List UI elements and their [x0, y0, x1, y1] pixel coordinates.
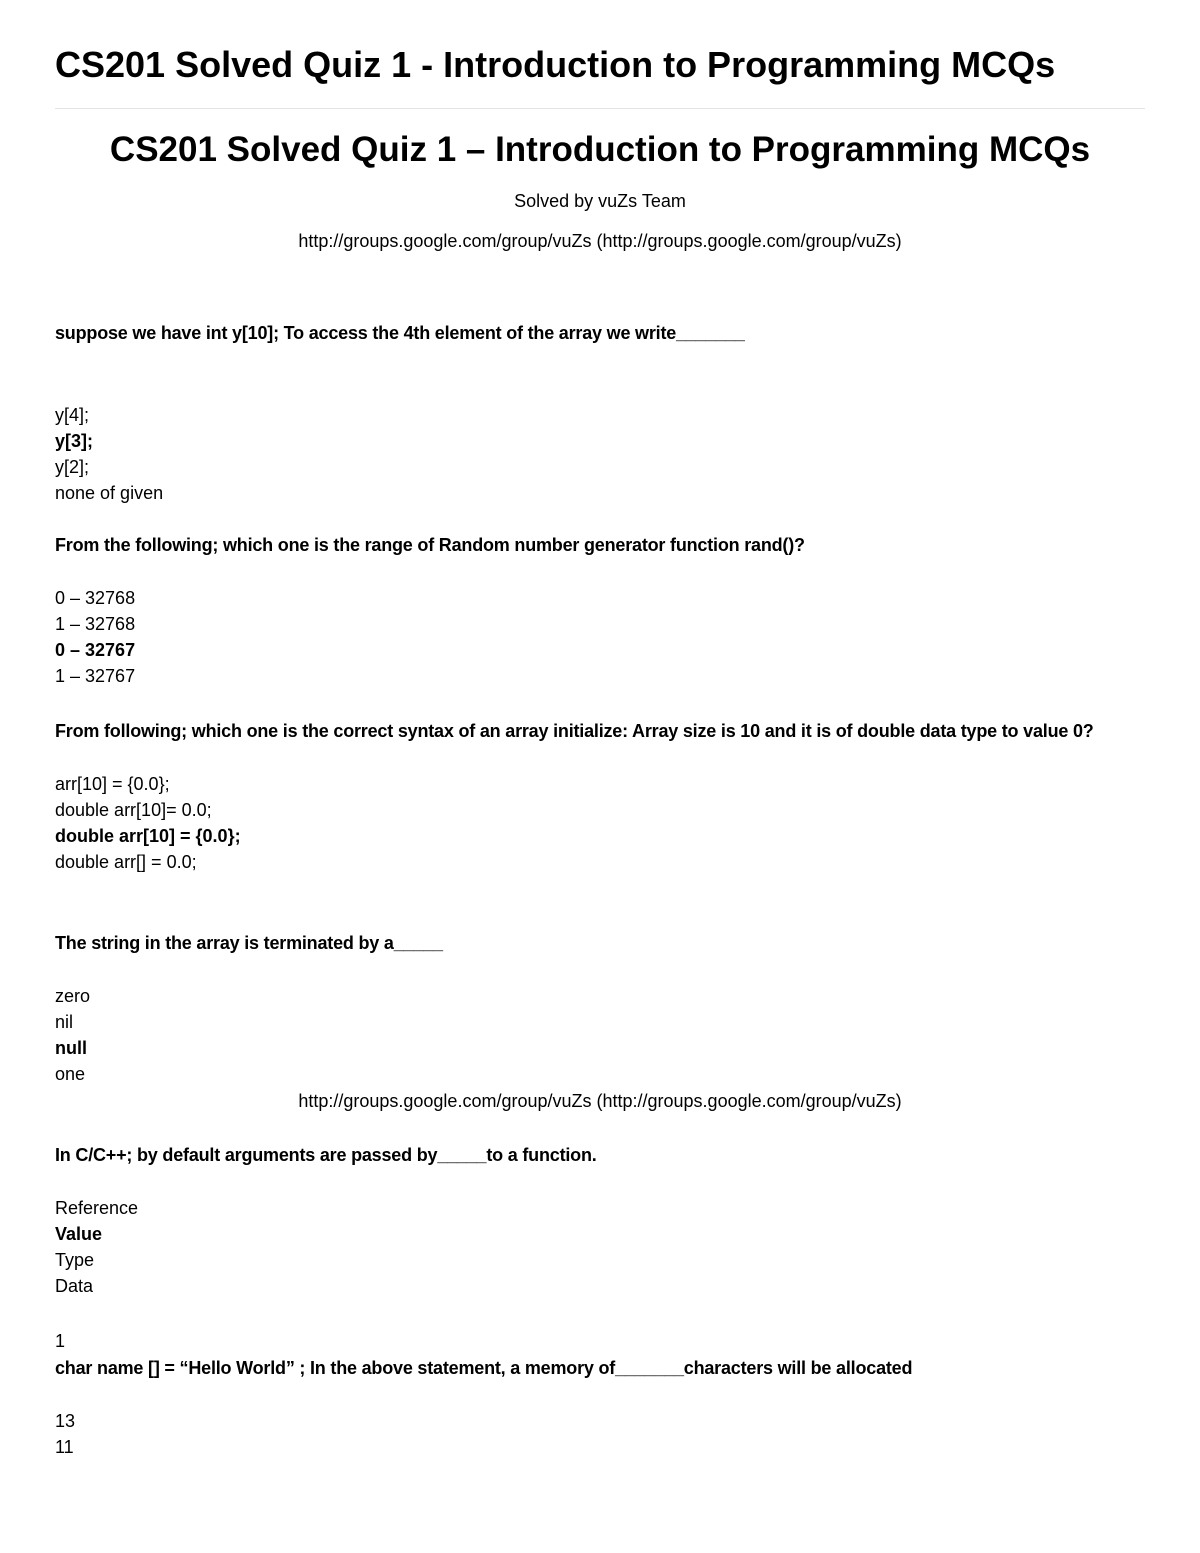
option: y[2]; [55, 457, 90, 477]
option: 11 [55, 1437, 74, 1457]
option: 1 – 32767 [55, 666, 136, 686]
option: zero [55, 986, 91, 1006]
option-correct: y[3]; [55, 431, 94, 451]
question-text: From following; which one is the correct syntax of an array initialize: Array size is 10 and it is of double data type to value 0? [55, 721, 1094, 741]
option: Data [55, 1276, 94, 1296]
group-link[interactable]: http://groups.google.com/group/vuZs (http://groups.google.com/group/vuZs) [298, 1091, 902, 1111]
document-heading: CS201 Solved Quiz 1 – Introduction to Programming MCQs [109, 130, 1091, 169]
question-block [55, 1328, 1135, 1460]
option-list [55, 1408, 1135, 1460]
option: double arr[10]= 0.0; [55, 800, 212, 820]
option: one [55, 1064, 86, 1084]
option: double arr[] = 0.0; [55, 852, 197, 872]
option: y[4]; [55, 405, 90, 425]
option-list [55, 402, 1135, 506]
question-text: char name [] = “Hello World” ; In the above statement, a memory of_______characters will be allocated [55, 1358, 913, 1378]
question-text: The string in the array is terminated by a_____ [55, 933, 443, 953]
option: Reference [55, 1198, 139, 1218]
question-text: suppose we have int y[10]; To access the 4th element of the array we write_______ [55, 323, 745, 343]
question-block [55, 1142, 1135, 1299]
group-link[interactable]: http://groups.google.com/group/vuZs (http://groups.google.com/group/vuZs) [298, 231, 902, 251]
title-divider [55, 108, 1145, 109]
option-correct: double arr[10] = {0.0}; [55, 826, 241, 846]
question-block [55, 930, 1135, 1087]
option-list [55, 585, 1135, 689]
byline: Solved by vuZs Team [514, 191, 686, 211]
option-correct: 0 – 32767 [55, 640, 136, 660]
option: arr[10] = {0.0}; [55, 774, 170, 794]
option: nil [55, 1012, 74, 1032]
option-list [55, 771, 1135, 875]
question-block [55, 320, 1135, 506]
question-block [55, 718, 1135, 875]
option-list [55, 1195, 1135, 1299]
option-correct: Value [55, 1224, 103, 1244]
question-block [55, 532, 1135, 689]
question-text: In C/C++; by default arguments are passed by_____to a function. [55, 1145, 597, 1165]
option-correct: null [55, 1038, 87, 1058]
question-number: 1 [55, 1331, 66, 1351]
question-text: From the following; which one is the range of Random number generator function rand()? [55, 535, 805, 555]
option: none of given [55, 483, 164, 503]
option: 13 [55, 1411, 76, 1431]
option: Type [55, 1250, 95, 1270]
option: 0 – 32768 [55, 588, 136, 608]
page-title: CS201 Solved Quiz 1 - Introduction to Programming MCQs [55, 44, 1056, 85]
option-list [55, 983, 1135, 1087]
option: 1 – 32768 [55, 614, 136, 634]
